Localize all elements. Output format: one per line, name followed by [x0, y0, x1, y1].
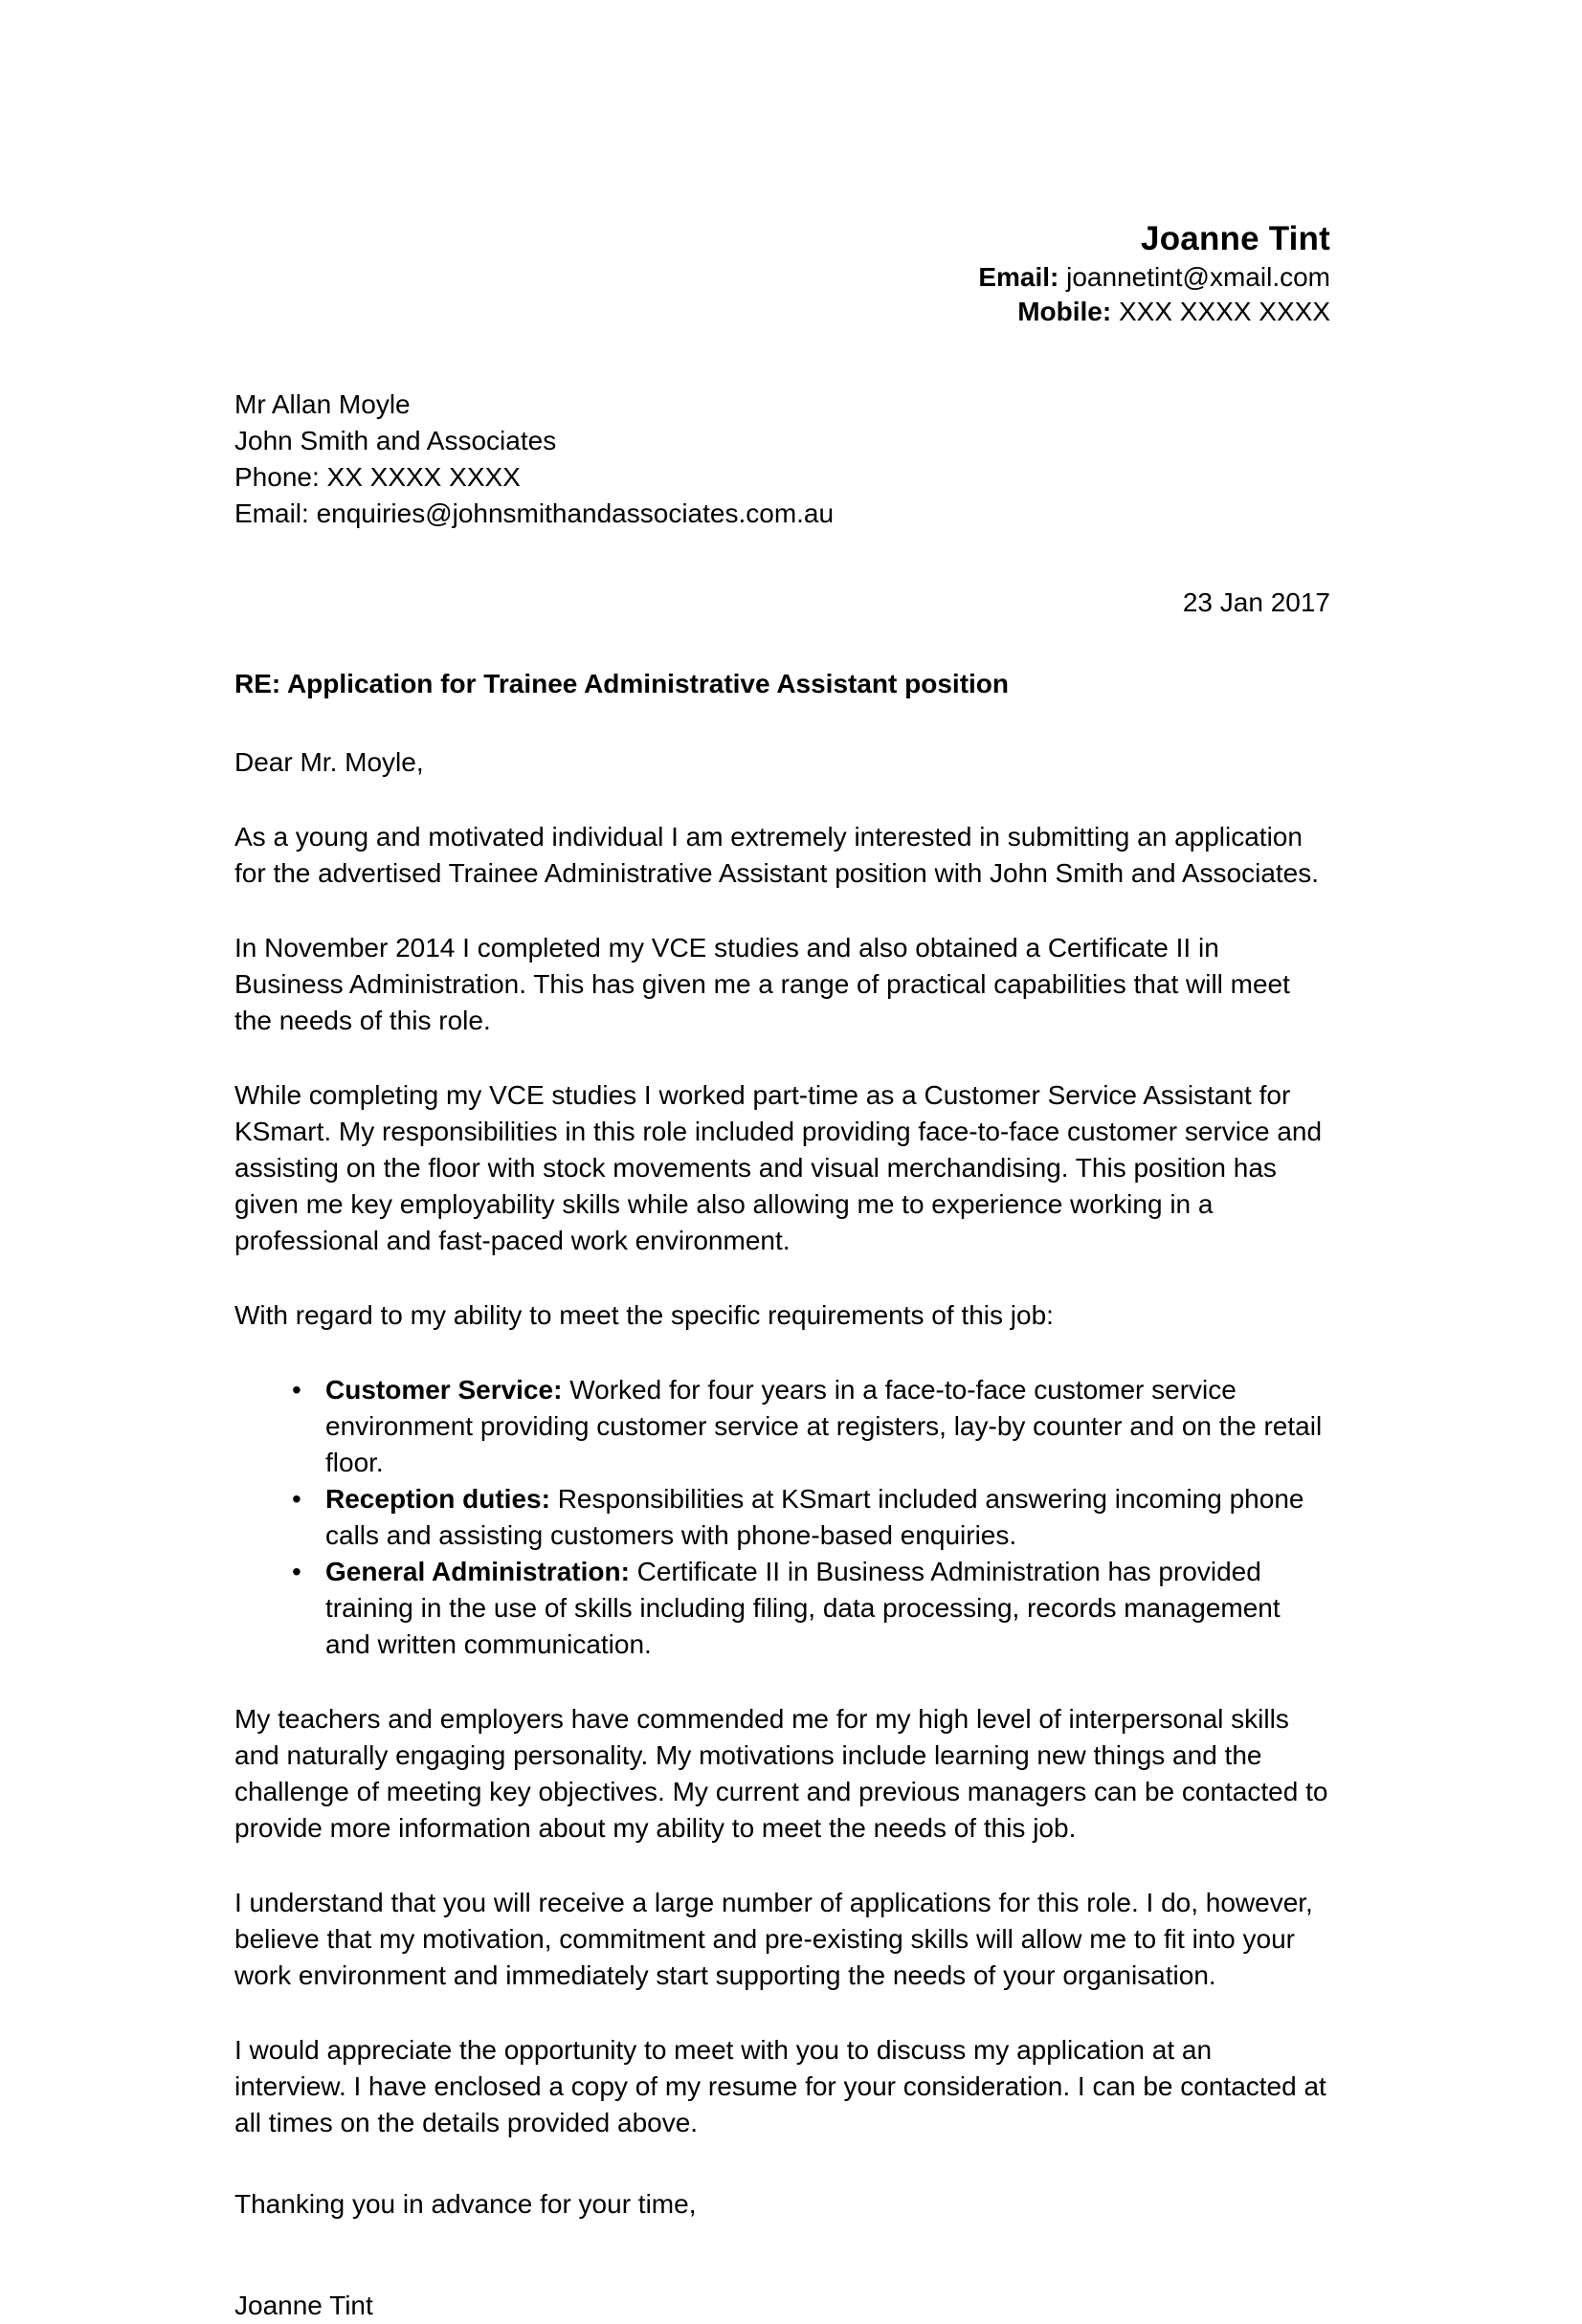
- list-item-term: General Administration:: [325, 1557, 630, 1586]
- closing-line: Thanking you in advance for your time,: [234, 2189, 697, 2219]
- bullet-icon: •: [292, 1375, 301, 1405]
- sender-name: Joanne Tint: [1141, 220, 1330, 257]
- list-item-text: Worked for four years in a face-to-face customer service environment providing customer service at registers, lay-by counter and on the retail floor.: [325, 1375, 1323, 1477]
- list-item: [234, 1554, 1330, 1663]
- paragraph-4: With regard to my ability to meet the specific requirements of this job:: [234, 1300, 1054, 1330]
- recipient-phone: Phone: XX XXXX XXXX: [234, 462, 521, 492]
- list-item: [234, 1372, 1330, 1481]
- paragraph-2: In November 2014 I completed my VCE studies and also obtained a Certificate II in Business Administration. This has given me a range of practical capabilities that will meet the needs of this role.: [234, 933, 1290, 1035]
- letter-body: [234, 0, 1330, 2324]
- sender-mobile-label: Mobile:: [1017, 297, 1112, 326]
- sender-email-label: Email:: [978, 262, 1059, 292]
- paragraph-6: I understand that you will receive a large number of applications for this role. I do, however, believe that my motivation, commitment and pre-existing skills will allow me to fit into your work environment and immediately start supporting the needs of your organisation.: [234, 1888, 1313, 1990]
- list-item: [234, 1481, 1330, 1554]
- recipient-name: Mr Allan Moyle: [234, 389, 411, 419]
- list-item-text: Responsibilities at KSmart included answering incoming phone calls and assisting customers with phone-based enquiries.: [325, 1484, 1304, 1550]
- paragraph-1: As a young and motivated individual I am extremely interested in submitting an application for the advertised Trainee Administrative Assistant position with John Smith and Associates.: [234, 822, 1320, 888]
- paragraph-5: My teachers and employers have commended me for my high level of interpersonal skills and naturally engaging personality. My motivations include learning new things and the challenge of meeting key objectives. My current and previous managers can be contacted to provide more information about my ability to meet the needs of this job.: [234, 1704, 1328, 1843]
- signature-name: Joanne Tint: [234, 2291, 373, 2320]
- sender-mobile-line: [234, 295, 1330, 329]
- recipient-block: [234, 387, 1330, 532]
- letter-date: 23 Jan 2017: [1182, 587, 1330, 617]
- sender-block: [234, 218, 1330, 329]
- sender-email-value: joannetint@xmail.com: [1066, 262, 1330, 292]
- sender-mobile-value: XXX XXXX XXXX: [1119, 297, 1330, 326]
- salutation: Dear Mr. Moyle,: [234, 747, 424, 777]
- paragraph-3: While completing my VCE studies I worked part-time as a Customer Service Assistant for KSmart. My responsibilities in this role included providing face-to-face customer service and assisting on the floor with stock movements and visual merchandising. This position has given me key employability skills while also allowing me to experience working in a professional and fast-paced work environment.: [234, 1080, 1323, 1255]
- paragraph-7: I would appreciate the opportunity to meet with you to discuss my application at an interview. I have enclosed a copy of my resume for your consideration. I can be contacted at all times on the details provided above.: [234, 2035, 1326, 2137]
- sender-email-line: [234, 260, 1330, 295]
- list-item-term: Customer Service:: [325, 1375, 563, 1405]
- bullet-icon: •: [292, 1484, 301, 1514]
- subject-line: RE: Application for Trainee Administrative Assistant position: [234, 669, 1010, 698]
- recipient-company: John Smith and Associates: [234, 426, 557, 455]
- recipient-email: Email: enquiries@johnsmithandassociates.com.au: [234, 498, 835, 528]
- bullet-icon: •: [292, 1557, 301, 1586]
- requirements-list: [234, 1372, 1330, 1663]
- list-item-text: Certificate II in Business Administration has provided training in the use of skills including filing, data processing, records management and written communication.: [325, 1557, 1281, 1659]
- list-item-term: Reception duties:: [325, 1484, 550, 1514]
